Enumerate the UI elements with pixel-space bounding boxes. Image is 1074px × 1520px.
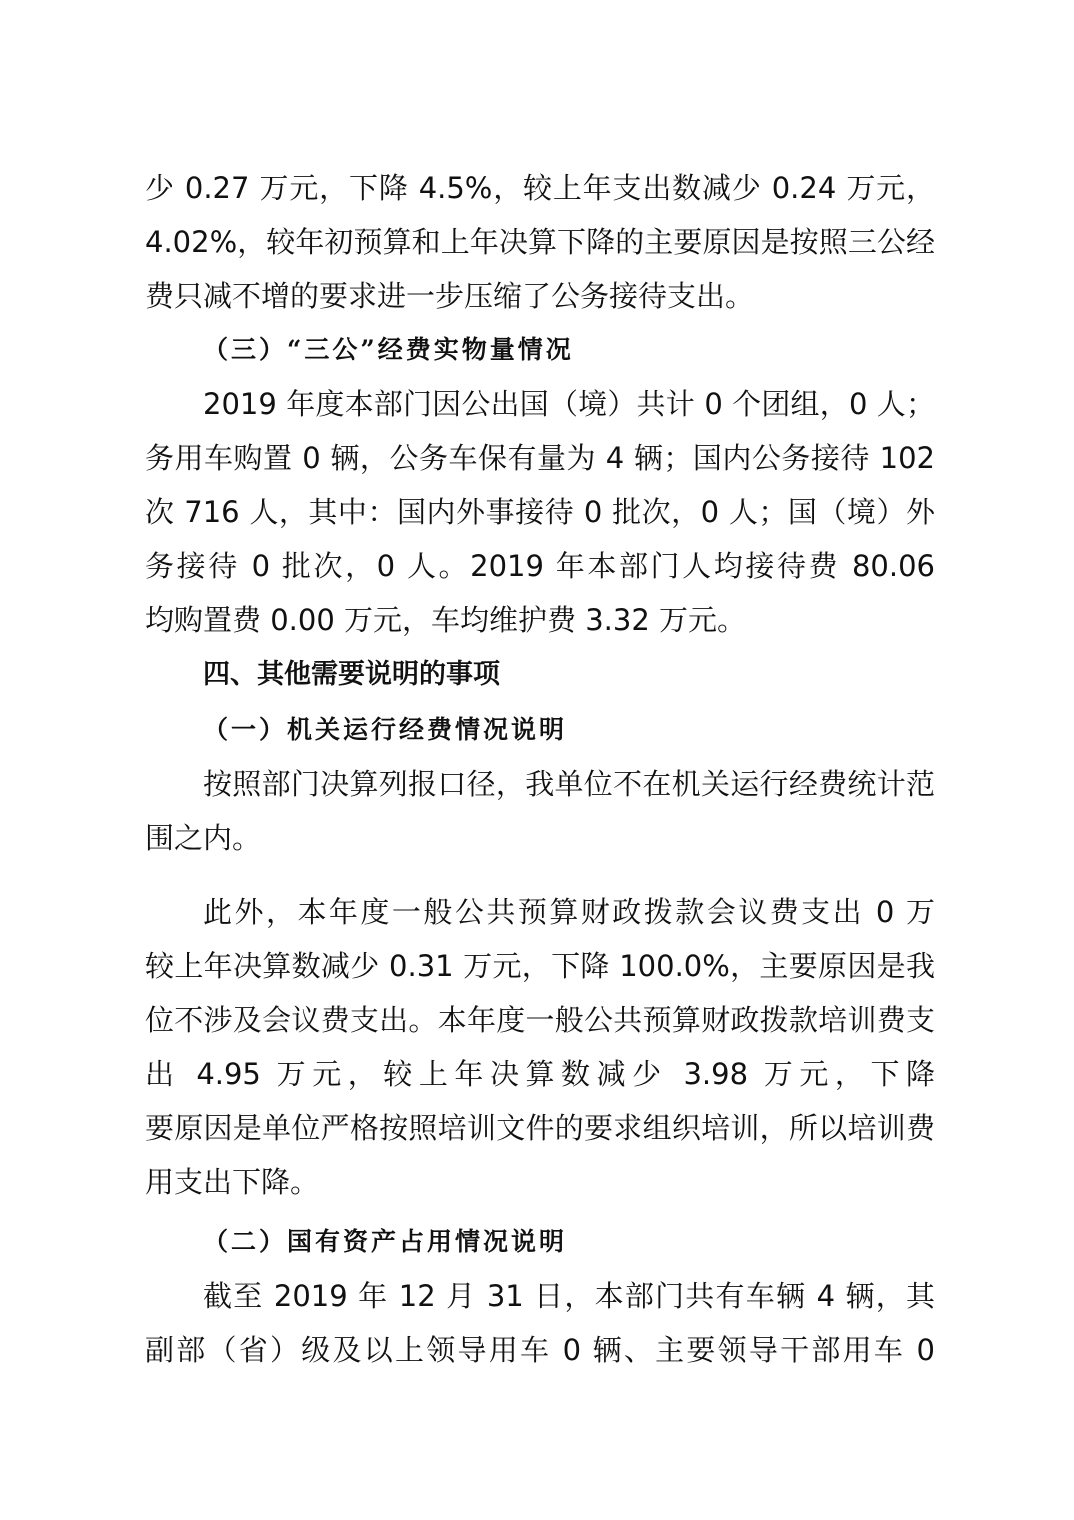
- section-heading-four: 四、其他需要说明的事项: [203, 659, 500, 690]
- para5-line-1: 截至 2019 年 12 月 31 日，本部门共有车辆 4 辆，其: [203, 1279, 935, 1313]
- para3-line-2: 围之内。: [145, 821, 262, 855]
- para2-line-2: 务用车购置 0 辆，公务车保有量为 4 辆；国内公务接待 102: [145, 441, 935, 475]
- para4-line-1: 此外，本年度一般公共预算财政拨款会议费支出 0 万: [203, 895, 935, 929]
- para4-line-3: 位不涉及会议费支出。本年度一般公共预算财政拨款培训费支: [145, 1003, 935, 1037]
- para1-line-1: 少 0.27 万元，下降 4.5%，较上年支出数减少 0.24 万元，: [145, 171, 935, 205]
- subheading-operating-expenses: （一）机关运行经费情况说明: [203, 715, 568, 744]
- para2-line-4: 务接待 0 批次，0 人。2019 年本部门人均接待费 80.06: [145, 549, 935, 583]
- para3-line-1: 按照部门决算列报口径，我单位不在机关运行经费统计范: [203, 767, 935, 801]
- para4-line-2: 较上年决算数减少 0.31 万元，下降 100.0%，主要原因是我: [145, 949, 935, 983]
- para1-line-3: 费只减不增的要求进一步压缩了公务接待支出。: [145, 279, 755, 313]
- subheading-three-public-expenses: （三）“三公”经费实物量情况: [203, 335, 574, 364]
- para4-line-6: 用支出下降。: [145, 1165, 320, 1199]
- para4-line-5: 要原因是单位严格按照培训文件的要求组织培训，所以培训费: [145, 1111, 935, 1145]
- para2-line-3: 次 716 人，其中：国内外事接待 0 批次，0 人；国（境）外: [145, 495, 935, 529]
- para2-line-5: 均购置费 0.00 万元，车均维护费 3.32 万元。: [145, 603, 747, 637]
- para2-line-1: 2019 年度本部门因公出国（境）共计 0 个团组，0 人；: [203, 387, 935, 421]
- para1-line-2: 4.02%，较年初预算和上年决算下降的主要原因是按照三公经: [145, 225, 935, 259]
- para5-line-2: 副部（省）级及以上领导用车 0 辆、主要领导干部用车 0: [145, 1333, 935, 1367]
- para4-line-4: 出 4.95 万元，较上年决算数减少 3.98 万元，下降: [145, 1057, 935, 1091]
- subheading-state-assets: （二）国有资产占用情况说明: [203, 1227, 568, 1256]
